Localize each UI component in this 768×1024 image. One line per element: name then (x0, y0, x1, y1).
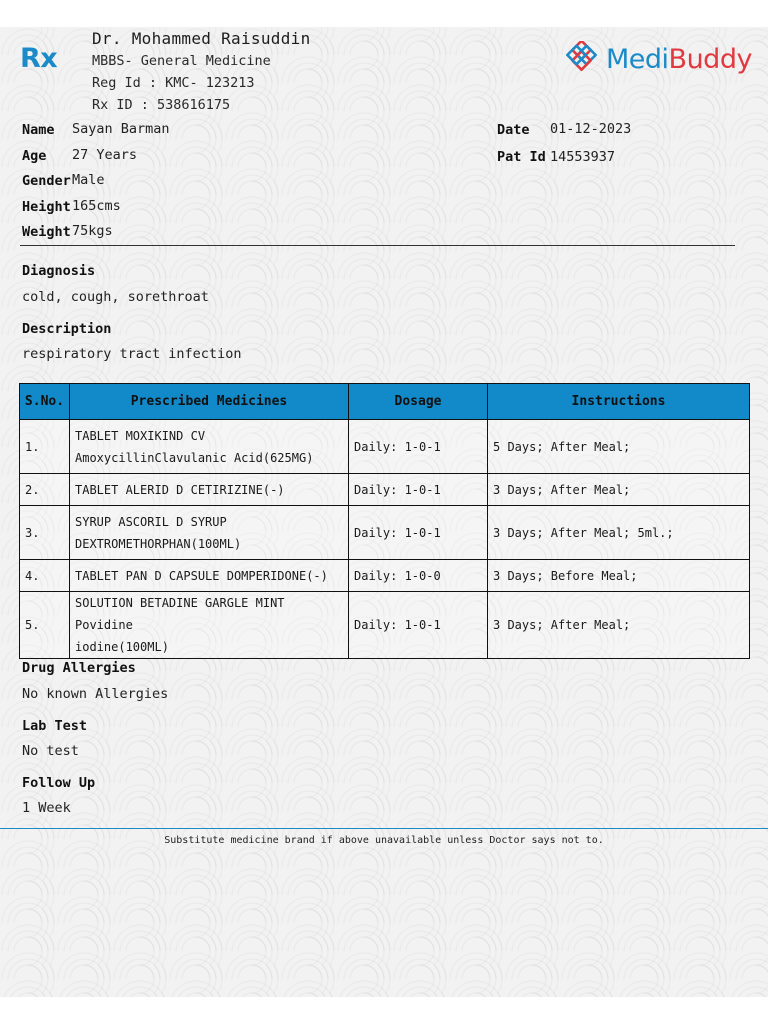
footer-note: Substitute medicine brand if above unavailable unless Doctor says not to. (164, 835, 604, 846)
medibuddy-logo-icon (566, 41, 602, 77)
description-text: respiratory tract infection (22, 346, 242, 362)
row-instructions: 3 Days; After Meal; 5ml.; (488, 506, 750, 560)
row-medicine (70, 474, 349, 506)
header-instructions: Instructions (488, 384, 750, 420)
table-header-row (20, 384, 750, 420)
row-sno: 5. (20, 592, 70, 659)
rx-symbol: Rx (20, 43, 58, 74)
follow-up-text: 1 Week (22, 800, 71, 816)
medicine-line1: TABLET PAN D CAPSULE DOMPERIDONE(-) (75, 568, 328, 583)
diagnosis-text: cold, cough, sorethroat (22, 289, 209, 305)
prescription-date: 01-12-2023 (550, 121, 632, 137)
table-row (20, 506, 750, 560)
patient-id: 14553937 (550, 149, 616, 165)
row-medicine (70, 506, 349, 560)
row-dosage: Daily: 1-0-1 (349, 592, 488, 659)
divider (20, 245, 735, 246)
date-label: Date (497, 122, 530, 138)
medicines-table (19, 383, 750, 659)
doctor-reg-id: Reg Id : KMC- 123213 (92, 75, 255, 91)
header-medicines: Prescribed Medicines (70, 384, 349, 420)
footer-divider (0, 828, 768, 829)
logo-buddy: Buddy (668, 43, 752, 75)
row-medicine (70, 592, 349, 659)
table-row (20, 474, 750, 506)
description-title: Description (22, 321, 112, 337)
logo-wordmark (606, 44, 752, 75)
header-sno: S.No. (20, 384, 70, 420)
gender-label: Gender (22, 173, 71, 189)
patient-height: 165cms (72, 198, 121, 214)
follow-up-title: Follow Up (22, 775, 96, 791)
patid-label: Pat Id (497, 149, 546, 165)
medicine-line2: DEXTROMETHORPHAN(100ML) (75, 536, 242, 551)
row-instructions: 3 Days; After Meal; (488, 474, 750, 506)
diagnosis-title: Diagnosis (22, 263, 96, 279)
name-label: Name (22, 122, 55, 138)
patient-age: 27 Years (72, 147, 138, 163)
weight-label: Weight (22, 224, 71, 240)
row-sno: 4. (20, 560, 70, 592)
medicine-line2: iodine(100ML) (75, 640, 169, 654)
row-medicine (70, 560, 349, 592)
medicine-line1: TABLET ALERID D CETIRIZINE(-) (75, 482, 285, 497)
row-dosage: Daily: 1-0-1 (349, 420, 488, 474)
patient-gender: Male (72, 172, 105, 188)
age-label: Age (22, 148, 47, 164)
drug-allergies-title: Drug Allergies (22, 660, 136, 676)
medicine-line1: SOLUTION BETADINE GARGLE MINT Povidine (75, 596, 285, 632)
table-row (20, 560, 750, 592)
row-dosage: Daily: 1-0-1 (349, 506, 488, 560)
table-row (20, 420, 750, 474)
table-row (20, 592, 750, 659)
row-dosage: Daily: 1-0-0 (349, 560, 488, 592)
row-medicine (70, 420, 349, 474)
doctor-name: Dr. Mohammed Raisuddin (92, 29, 311, 48)
row-instructions: 3 Days; Before Meal; (488, 560, 750, 592)
patient-name: Sayan Barman (72, 121, 170, 137)
medicine-line1: SYRUP ASCORIL D SYRUP (75, 514, 227, 529)
row-sno: 1. (20, 420, 70, 474)
lab-test-title: Lab Test (22, 718, 88, 734)
header-dosage: Dosage (349, 384, 488, 420)
doctor-qualification: MBBS- General Medicine (92, 53, 271, 69)
row-instructions: 5 Days; After Meal; (488, 420, 750, 474)
medicine-line1: TABLET MOXIKIND CV (75, 428, 206, 443)
medicine-line2: AmoxycillinClavulanic Acid(625MG) (75, 450, 314, 465)
row-sno: 3. (20, 506, 70, 560)
row-dosage: Daily: 1-0-1 (349, 474, 488, 506)
row-instructions: 3 Days; After Meal; (488, 592, 750, 659)
height-label: Height (22, 199, 71, 215)
medibuddy-logo (566, 40, 751, 78)
patient-weight: 75kgs (72, 223, 113, 239)
logo-medi: Medi (606, 43, 669, 75)
drug-allergies-text: No known Allergies (22, 686, 169, 702)
lab-test-text: No test (22, 743, 79, 759)
row-sno: 2. (20, 474, 70, 506)
rx-id: Rx ID : 538616175 (92, 97, 231, 113)
